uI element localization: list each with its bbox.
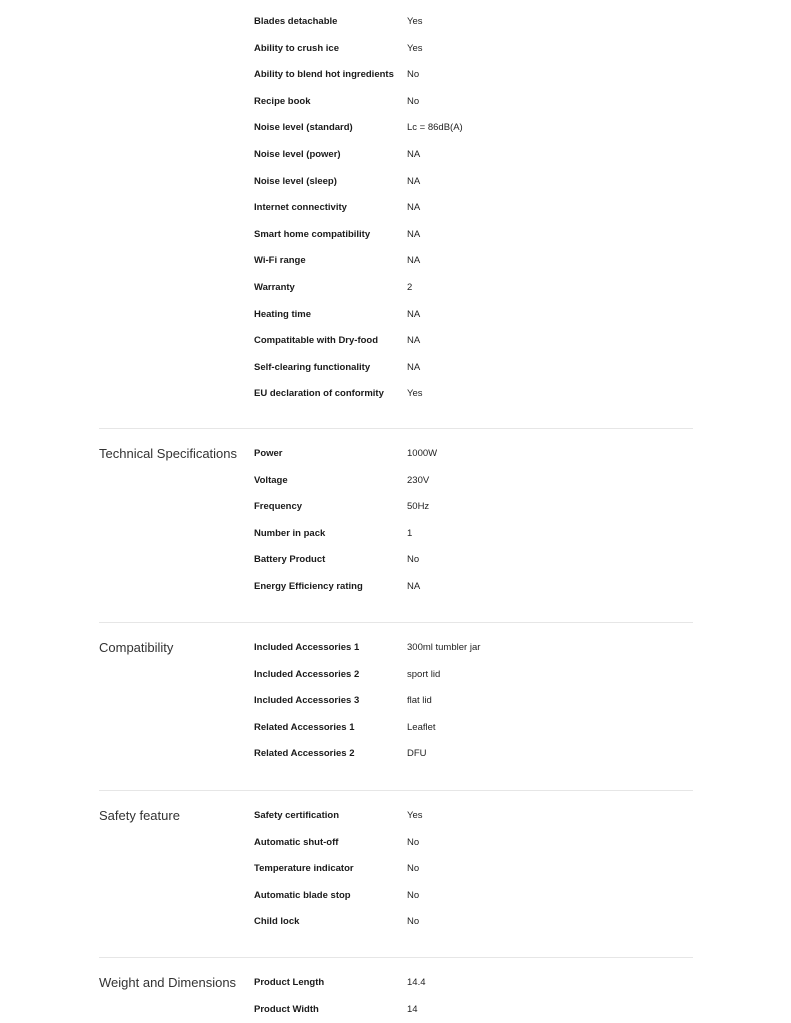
spec-label: Energy Efficiency rating bbox=[254, 581, 363, 592]
spec-label: Safety certification bbox=[254, 810, 339, 821]
spec-label: Internet connectivity bbox=[254, 202, 347, 213]
spec-value: No bbox=[407, 863, 420, 874]
spec-row-related-accessories-1 bbox=[254, 720, 694, 736]
spec-value: No bbox=[407, 837, 420, 848]
spec-row-product-length bbox=[254, 975, 694, 991]
section-divider bbox=[99, 428, 693, 429]
spec-label: Included Accessories 3 bbox=[254, 695, 360, 706]
spec-value: NA bbox=[407, 255, 421, 266]
spec-label: Smart home compatibility bbox=[254, 229, 371, 240]
spec-label: Blades detachable bbox=[254, 16, 338, 27]
spec-row-related-accessories-2 bbox=[254, 746, 694, 762]
spec-value: Yes bbox=[407, 16, 423, 27]
spec-value: No bbox=[407, 554, 420, 565]
spec-label: Compatitable with Dry-food bbox=[254, 335, 379, 346]
spec-label: Recipe book bbox=[254, 96, 311, 107]
spec-value: NA bbox=[407, 362, 421, 373]
spec-value: Yes bbox=[407, 810, 423, 821]
spec-value: DFU bbox=[407, 748, 427, 759]
spec-row-temperature-indicator bbox=[254, 861, 694, 877]
spec-row-power bbox=[254, 446, 694, 462]
spec-label: Number in pack bbox=[254, 528, 326, 539]
spec-label: Related Accessories 2 bbox=[254, 748, 355, 759]
spec-row-number-in-pack bbox=[254, 526, 694, 542]
spec-value: No bbox=[407, 69, 420, 80]
spec-value: 14 bbox=[407, 1004, 418, 1015]
spec-label: Related Accessories 1 bbox=[254, 722, 355, 733]
spec-row-noise-level-standard bbox=[254, 120, 694, 136]
section-divider bbox=[99, 957, 693, 958]
section-title: Safety feature bbox=[99, 808, 180, 823]
spec-row-wi-fi-range bbox=[254, 253, 694, 269]
spec-value: NA bbox=[407, 309, 421, 320]
spec-label: Ability to blend hot ingredients bbox=[254, 69, 394, 80]
spec-row-eu-declaration-of-conformity bbox=[254, 386, 694, 402]
spec-value: 1 bbox=[407, 528, 413, 539]
spec-label: Battery Product bbox=[254, 554, 326, 565]
spec-row-automatic-shut-off bbox=[254, 835, 694, 851]
spec-row-compatitable-with-dry-food bbox=[254, 333, 694, 349]
spec-label: Automatic blade stop bbox=[254, 890, 351, 901]
spec-row-ability-to-blend-hot-ingredients bbox=[254, 67, 694, 83]
spec-row-product-width bbox=[254, 1002, 694, 1018]
spec-row-voltage bbox=[254, 473, 694, 489]
spec-value: Yes bbox=[407, 388, 423, 399]
spec-value: 2 bbox=[407, 282, 413, 293]
spec-row-warranty bbox=[254, 280, 694, 296]
spec-row-self-clearing-functionality bbox=[254, 360, 694, 376]
spec-row-energy-efficiency-rating bbox=[254, 579, 694, 595]
section-title: Compatibility bbox=[99, 640, 174, 655]
spec-label: EU declaration of conformity bbox=[254, 388, 384, 399]
spec-value: sport lid bbox=[407, 669, 441, 680]
spec-label: Temperature indicator bbox=[254, 863, 354, 874]
spec-value: NA bbox=[407, 229, 421, 240]
spec-label: Self-clearing functionality bbox=[254, 362, 371, 373]
spec-label: Ability to crush ice bbox=[254, 43, 339, 54]
spec-label: Frequency bbox=[254, 501, 303, 512]
spec-label: Noise level (power) bbox=[254, 149, 341, 160]
spec-row-included-accessories-3 bbox=[254, 693, 694, 709]
spec-row-battery-product bbox=[254, 552, 694, 568]
spec-row-internet-connectivity bbox=[254, 200, 694, 216]
spec-label: Voltage bbox=[254, 475, 288, 486]
spec-label: Child lock bbox=[254, 916, 300, 927]
spec-label: Noise level (standard) bbox=[254, 122, 353, 133]
spec-value: 300ml tumbler jar bbox=[407, 642, 481, 653]
spec-label: Included Accessories 2 bbox=[254, 669, 360, 680]
spec-value: 1000W bbox=[407, 448, 438, 459]
spec-row-recipe-book bbox=[254, 94, 694, 110]
spec-row-automatic-blade-stop bbox=[254, 888, 694, 904]
spec-label: Automatic shut-off bbox=[254, 837, 339, 848]
section-title: Technical Specifications bbox=[99, 446, 238, 461]
spec-value: No bbox=[407, 916, 420, 927]
spec-row-included-accessories-2 bbox=[254, 667, 694, 683]
spec-label: Power bbox=[254, 448, 283, 459]
spec-label: Warranty bbox=[254, 282, 295, 293]
spec-value: flat lid bbox=[407, 695, 432, 706]
spec-row-child-lock bbox=[254, 914, 694, 930]
spec-value: Leaflet bbox=[407, 722, 436, 733]
spec-label: Wi-Fi range bbox=[254, 255, 306, 266]
spec-row-safety-certification bbox=[254, 808, 694, 824]
spec-label: Heating time bbox=[254, 309, 312, 320]
spec-value: Yes bbox=[407, 43, 423, 54]
spec-value: 50Hz bbox=[407, 501, 430, 512]
spec-value: NA bbox=[407, 581, 421, 592]
spec-value: 230V bbox=[407, 475, 430, 486]
spec-value: 14.4 bbox=[407, 977, 426, 988]
spec-label: Noise level (sleep) bbox=[254, 176, 337, 187]
spec-value: Lc = 86dB(A) bbox=[407, 122, 463, 133]
spec-label: Product Width bbox=[254, 1004, 319, 1015]
section-title: Weight and Dimensions bbox=[99, 975, 237, 990]
spec-value: NA bbox=[407, 176, 421, 187]
section-divider bbox=[99, 622, 693, 623]
spec-row-smart-home-compatibility bbox=[254, 227, 694, 243]
spec-row-noise-level-sleep bbox=[254, 174, 694, 190]
spec-value: NA bbox=[407, 335, 421, 346]
spec-value: No bbox=[407, 96, 420, 107]
spec-value: NA bbox=[407, 202, 421, 213]
spec-row-included-accessories-1 bbox=[254, 640, 694, 656]
spec-row-heating-time bbox=[254, 307, 694, 323]
spec-row-ability-to-crush-ice bbox=[254, 41, 694, 57]
spec-row-blades-detachable bbox=[254, 14, 694, 30]
spec-label: Product Length bbox=[254, 977, 325, 988]
spec-label: Included Accessories 1 bbox=[254, 642, 360, 653]
section-divider bbox=[99, 790, 693, 791]
spec-row-frequency bbox=[254, 499, 694, 515]
spec-row-noise-level-power bbox=[254, 147, 694, 163]
spec-value: NA bbox=[407, 149, 421, 160]
spec-value: No bbox=[407, 890, 420, 901]
